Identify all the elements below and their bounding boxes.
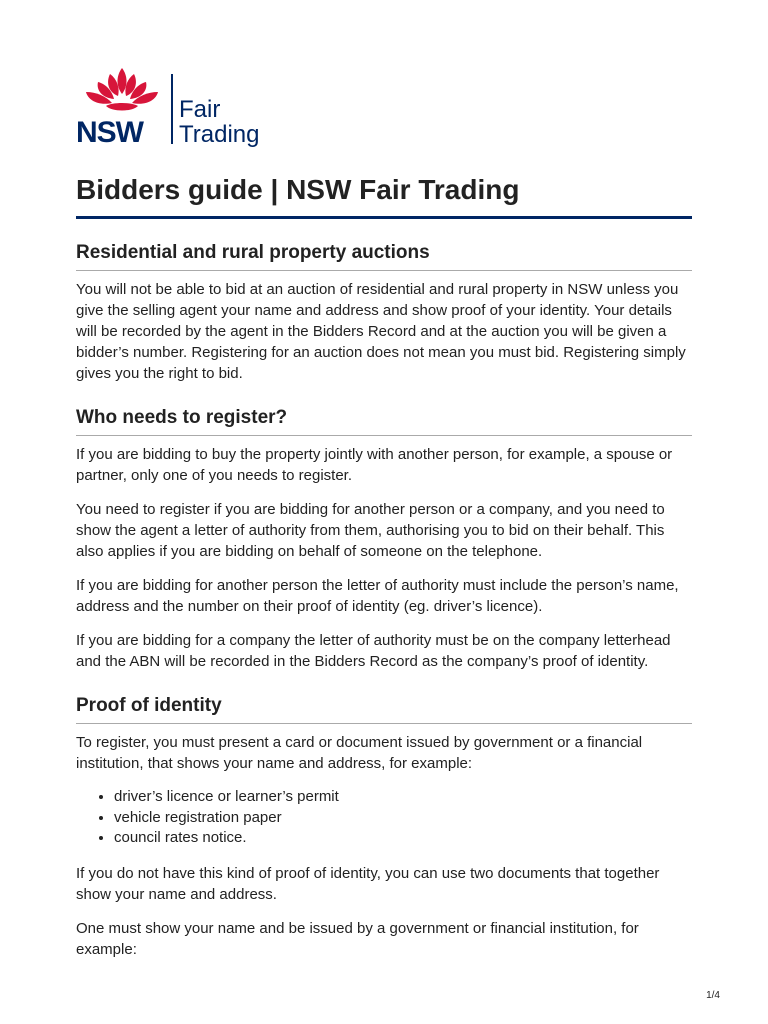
page-title: Bidders guide | NSW Fair Trading [76, 170, 692, 219]
identity-document-list [76, 787, 692, 849]
page-number: 1/4 [706, 990, 720, 1001]
nsw-fair-trading-logo [76, 66, 286, 148]
paragraph: If you are bidding for a company the letter of authority must be on the company letterhead and the ABN will be recorded in the Bidders Record as the company’s proof of identity. [76, 632, 671, 670]
logo-trading-text: Trading [179, 121, 260, 148]
logo-fair-text: Fair [179, 96, 221, 123]
paragraph: To register, you must present a card or document issued by government or a financial institution, that shows your name and address, for example: [76, 734, 643, 772]
paragraph: If you are bidding to buy the property jointly with another person, for example, a spouse or partner, only one of you needs to register. [76, 446, 673, 484]
paragraph: You will not be able to bid at an auction of residential and rural property in NSW unless you give the selling agent your name and address and show proof of your identity. Your details will be recorded by the agent in the Bidders Record and at the auction you will be given a bidder’s number. Registering for an auction does not mean you must bid. Registering simply gives you the right to bid. [76, 281, 686, 382]
paragraph: If you are bidding for another person the letter of authority must include the person’s name, address and the number on their proof of identity (eg. driver’s licence). [76, 577, 679, 615]
list-item: • council rates notice. [114, 828, 692, 849]
paragraph: One must show your name and be issued by a government or financial institution, for example: [76, 919, 639, 958]
waratah-flower-icon [80, 66, 164, 116]
paragraph: You need to register if you are bidding for another person or a company, and you need to show the agent a letter of authority from them, authorising you to bid on their behalf. This also applies if you are bidding on behalf of someone on the telephone. [76, 501, 665, 560]
section-heading-auctions: Residential and rural property auctions [76, 241, 692, 271]
list-item: • driver’s licence or learner’s permit [114, 787, 692, 808]
section-heading-proof-of-identity: Proof of identity [76, 694, 692, 724]
section-heading-who-registers: Who needs to register? [76, 406, 692, 436]
logo-divider [171, 74, 173, 144]
paragraph: If you do not have this kind of proof of identity, you can use two documents that together show your name and address. [76, 864, 660, 903]
list-item: • vehicle registration paper [114, 808, 692, 829]
logo-nsw-text: NSW [76, 116, 143, 149]
document-body [76, 170, 692, 973]
